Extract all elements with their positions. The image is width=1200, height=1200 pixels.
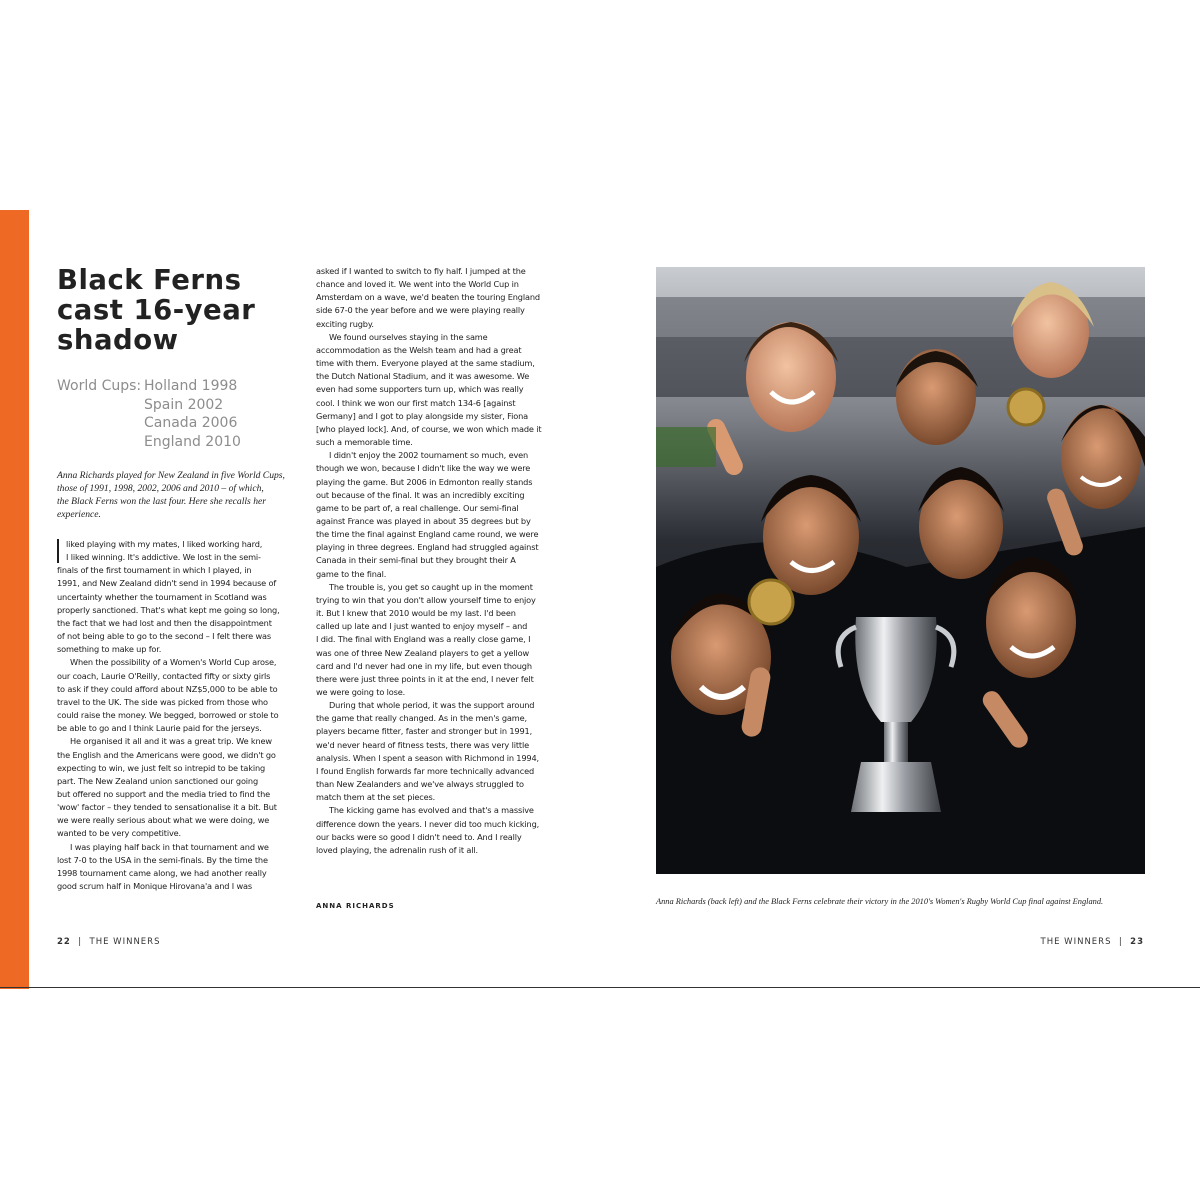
body-text-line: we'd never heard of fitness tests, there was very little [316,739,529,750]
body-text-line: uncertainty whether the tournament in Scotland was [57,591,267,602]
section-name-left: THE WINNERS [89,937,161,947]
body-text-line: lost 7-0 to the USA in the semi-finals. By the time the [57,854,268,865]
body-text-line: against France was played in about 35 degrees but by [316,515,531,526]
body-text-line: expecting to win, we just felt so intrepid to be taking [57,762,266,773]
body-text-line: part. The New Zealand union sanctioned our going [57,775,259,786]
body-text-line: game to the final. [316,568,387,579]
body-text-line: playing in three degrees. England had struggled against [316,542,539,553]
body-text-line: During that whole period, it was the support around [329,700,535,711]
drop-cap-i [57,539,59,563]
world-cup-entry: England 2010 [144,433,241,450]
body-text-line: be able to go and I think Laurie paid for the jerseys. [57,723,262,734]
body-text-line: 'wow' factor – they tended to sensationalise it a bit. But [57,802,277,813]
body-column-left [57,538,289,893]
body-text-line: exciting rugby. [316,318,374,329]
body-text-line: 1991, and New Zealand didn't send in 1994 because of [57,578,277,589]
body-text-line: though we won, because I didn't like the way we were [316,463,531,474]
standfirst-line: the Black Ferns won the last four. Here she recalls her [57,496,266,507]
body-text-line: to ask if they could afford about NZ$5,000 to be able to [57,683,278,694]
body-text-line: match them at the set pieces. [316,792,436,803]
standfirst-line: those of 1991, 1998, 2002, 2006 and 2010 – of which, [57,483,264,494]
photo-caption: Anna Richards (back left) and the Black Ferns celebrate their victory in the 2010's Women's Rugby World Cup final against England. [656,897,1104,906]
body-text-line: the time the final against England came round, we were [316,529,539,540]
team-celebration-photo [656,267,1145,874]
world-cups-label: World Cups: [57,378,142,394]
title-line: shadow [57,324,179,356]
page-number-right: 23 [1130,937,1144,947]
world-cup-entry: Spain 2002 [144,396,224,413]
body-text-line: properly sanctioned. That's what kept me going so long, [57,604,280,615]
folio-left: 22 | THE WINNERS [57,937,161,947]
body-text-line: time with them. Everyone played at the same stadium, [316,358,535,369]
body-text-line: loved playing, the adrenalin rush of it all. [316,844,478,855]
folio-right: THE WINNERS | 23 [1040,937,1144,947]
body-text-line: we were really serious about what we were doing, we [57,815,270,826]
body-text-line: difference down the years. I never did too much kicking, [316,818,540,829]
title-line: cast 16-year [57,294,256,326]
page-number-left: 22 [57,937,71,947]
body-text-line: something to make up for. [57,644,162,655]
body-text-line: The kicking game has evolved and that's a massive [329,805,534,816]
body-text-line: The trouble is, you get so caught up in the moment [329,581,533,592]
standfirst-line: Anna Richards played for New Zealand in five World Cups, [57,470,285,481]
body-text-line: wanted to be very competitive. [57,828,181,839]
body-text-line: the fact that we had lost and then the disappointment [57,617,272,628]
title-line: Black Ferns [57,264,242,296]
body-text-line: cool. I think we won our first match 134-6 [against [316,397,516,408]
body-text-line: Amsterdam on a wave, we'd beaten the touring England [316,292,540,303]
body-text-line: but offered no support and the media tried to find the [57,788,271,799]
article-byline: ANNA RICHARDS [316,902,395,910]
body-text-line: analysis. When I spent a season with Richmond in 1994, [316,752,540,763]
body-text-line: playing the game. But 2006 in Edmonton really stands [316,476,533,487]
body-text-line: could raise the money. We begged, borrowed or stole to [57,710,279,721]
body-text-line: such a memorable time. [316,437,413,448]
body-text-line: players became fitter, faster and stronger but in 1991, [316,726,533,737]
body-text-line: was one of three New Zealand players to get a yellow [316,647,530,658]
section-name-right: THE WINNERS [1040,937,1112,947]
body-text-line: side 67-0 the year before and we were playing really [316,305,525,316]
article-title [57,265,297,355]
body-text-line: I liked winning. It's addictive. We lost in the semi- [66,552,261,563]
body-text-line: good scrum half in Monique Hirovana'a and I was [57,881,253,892]
body-text-line: the Dutch National Stadium, and it was awesome. We [316,371,530,382]
body-text-line: of not being able to go to the second – I felt there was [57,631,271,642]
body-text-line: the game that really changed. As in the men's game, [316,713,527,724]
body-text-line: our backs were so good I didn't need to. And I really [316,831,522,842]
body-text-line: accommodation as the Welsh team and had a great [316,344,522,355]
body-text-line: I did. The final with England was a really close game, I [316,634,531,645]
body-text-line: finals of the first tournament in which I played, in [57,565,252,576]
body-text-line: He organised it all and it was a great trip. We knew [70,736,272,747]
body-text-line: I didn't enjoy the 2002 tournament so much, even [329,450,529,461]
body-column-middle [316,265,548,857]
body-text-line: out because of the final. It was an incredibly exciting [316,489,525,500]
body-text-line: When the possibility of a Women's World Cup arose, [70,657,277,668]
world-cups-list [57,377,307,451]
body-text-line: even had some supporters turn up, which was really [316,384,524,395]
body-text-line: trying to win that you don't allow yourself time to enjoy [316,594,536,605]
body-text-line: Germany] and I got to play alongside my sister, Fiona [316,410,528,421]
body-text-line: travel to the UK. The side was picked from those who [57,696,268,707]
world-cup-entry: Canada 2006 [144,415,238,431]
body-text-line: We found ourselves staying in the same [329,331,488,342]
body-text-line: there were just three points in it at the end, I never felt [316,673,534,684]
photo-illustration [656,267,1145,874]
orange-edge-tab [0,210,29,989]
body-text-line: 1998 tournament came along, we had another really [57,867,267,878]
body-text-line: than New Zealanders and we've always struggled to [316,779,524,790]
standfirst-line: experience. [57,509,101,520]
body-text-line: card and I'd never had one in my life, but even though [316,660,532,671]
page-bottom-rule [0,987,1200,988]
body-text-line: we were going to lose. [316,687,406,697]
body-text-line: asked if I wanted to switch to fly half. I jumped at the [316,266,526,276]
body-text-line: [who played lock]. And, of course, we won which made it [316,423,542,434]
body-text-line: I was playing half back in that tournament and we [70,841,269,852]
body-text-line: Canada in their semi-final but they brought their A [316,555,516,566]
body-text-line: called up late and I just wanted to enjoy myself – and [316,621,528,632]
article-standfirst [57,469,289,521]
body-text-line: game to be part of, a real challenge. Our semi-final [316,502,519,513]
body-text-line: liked playing with my mates, I liked working hard, [66,539,263,549]
body-text-line: it. But I knew that 2010 would be my last. I'd been [316,608,516,619]
body-text-line: chance and loved it. We went into the World Cup in [316,279,519,290]
body-text-line: our coach, Laurie O'Reilly, contacted fifty or sixty girls [57,670,271,681]
world-cup-entry: Holland 1998 [144,378,238,394]
body-text-line: I found English forwards far more technically advanced [316,765,535,776]
body-text-line: the English and the Americans were good, we didn't go [57,749,276,760]
